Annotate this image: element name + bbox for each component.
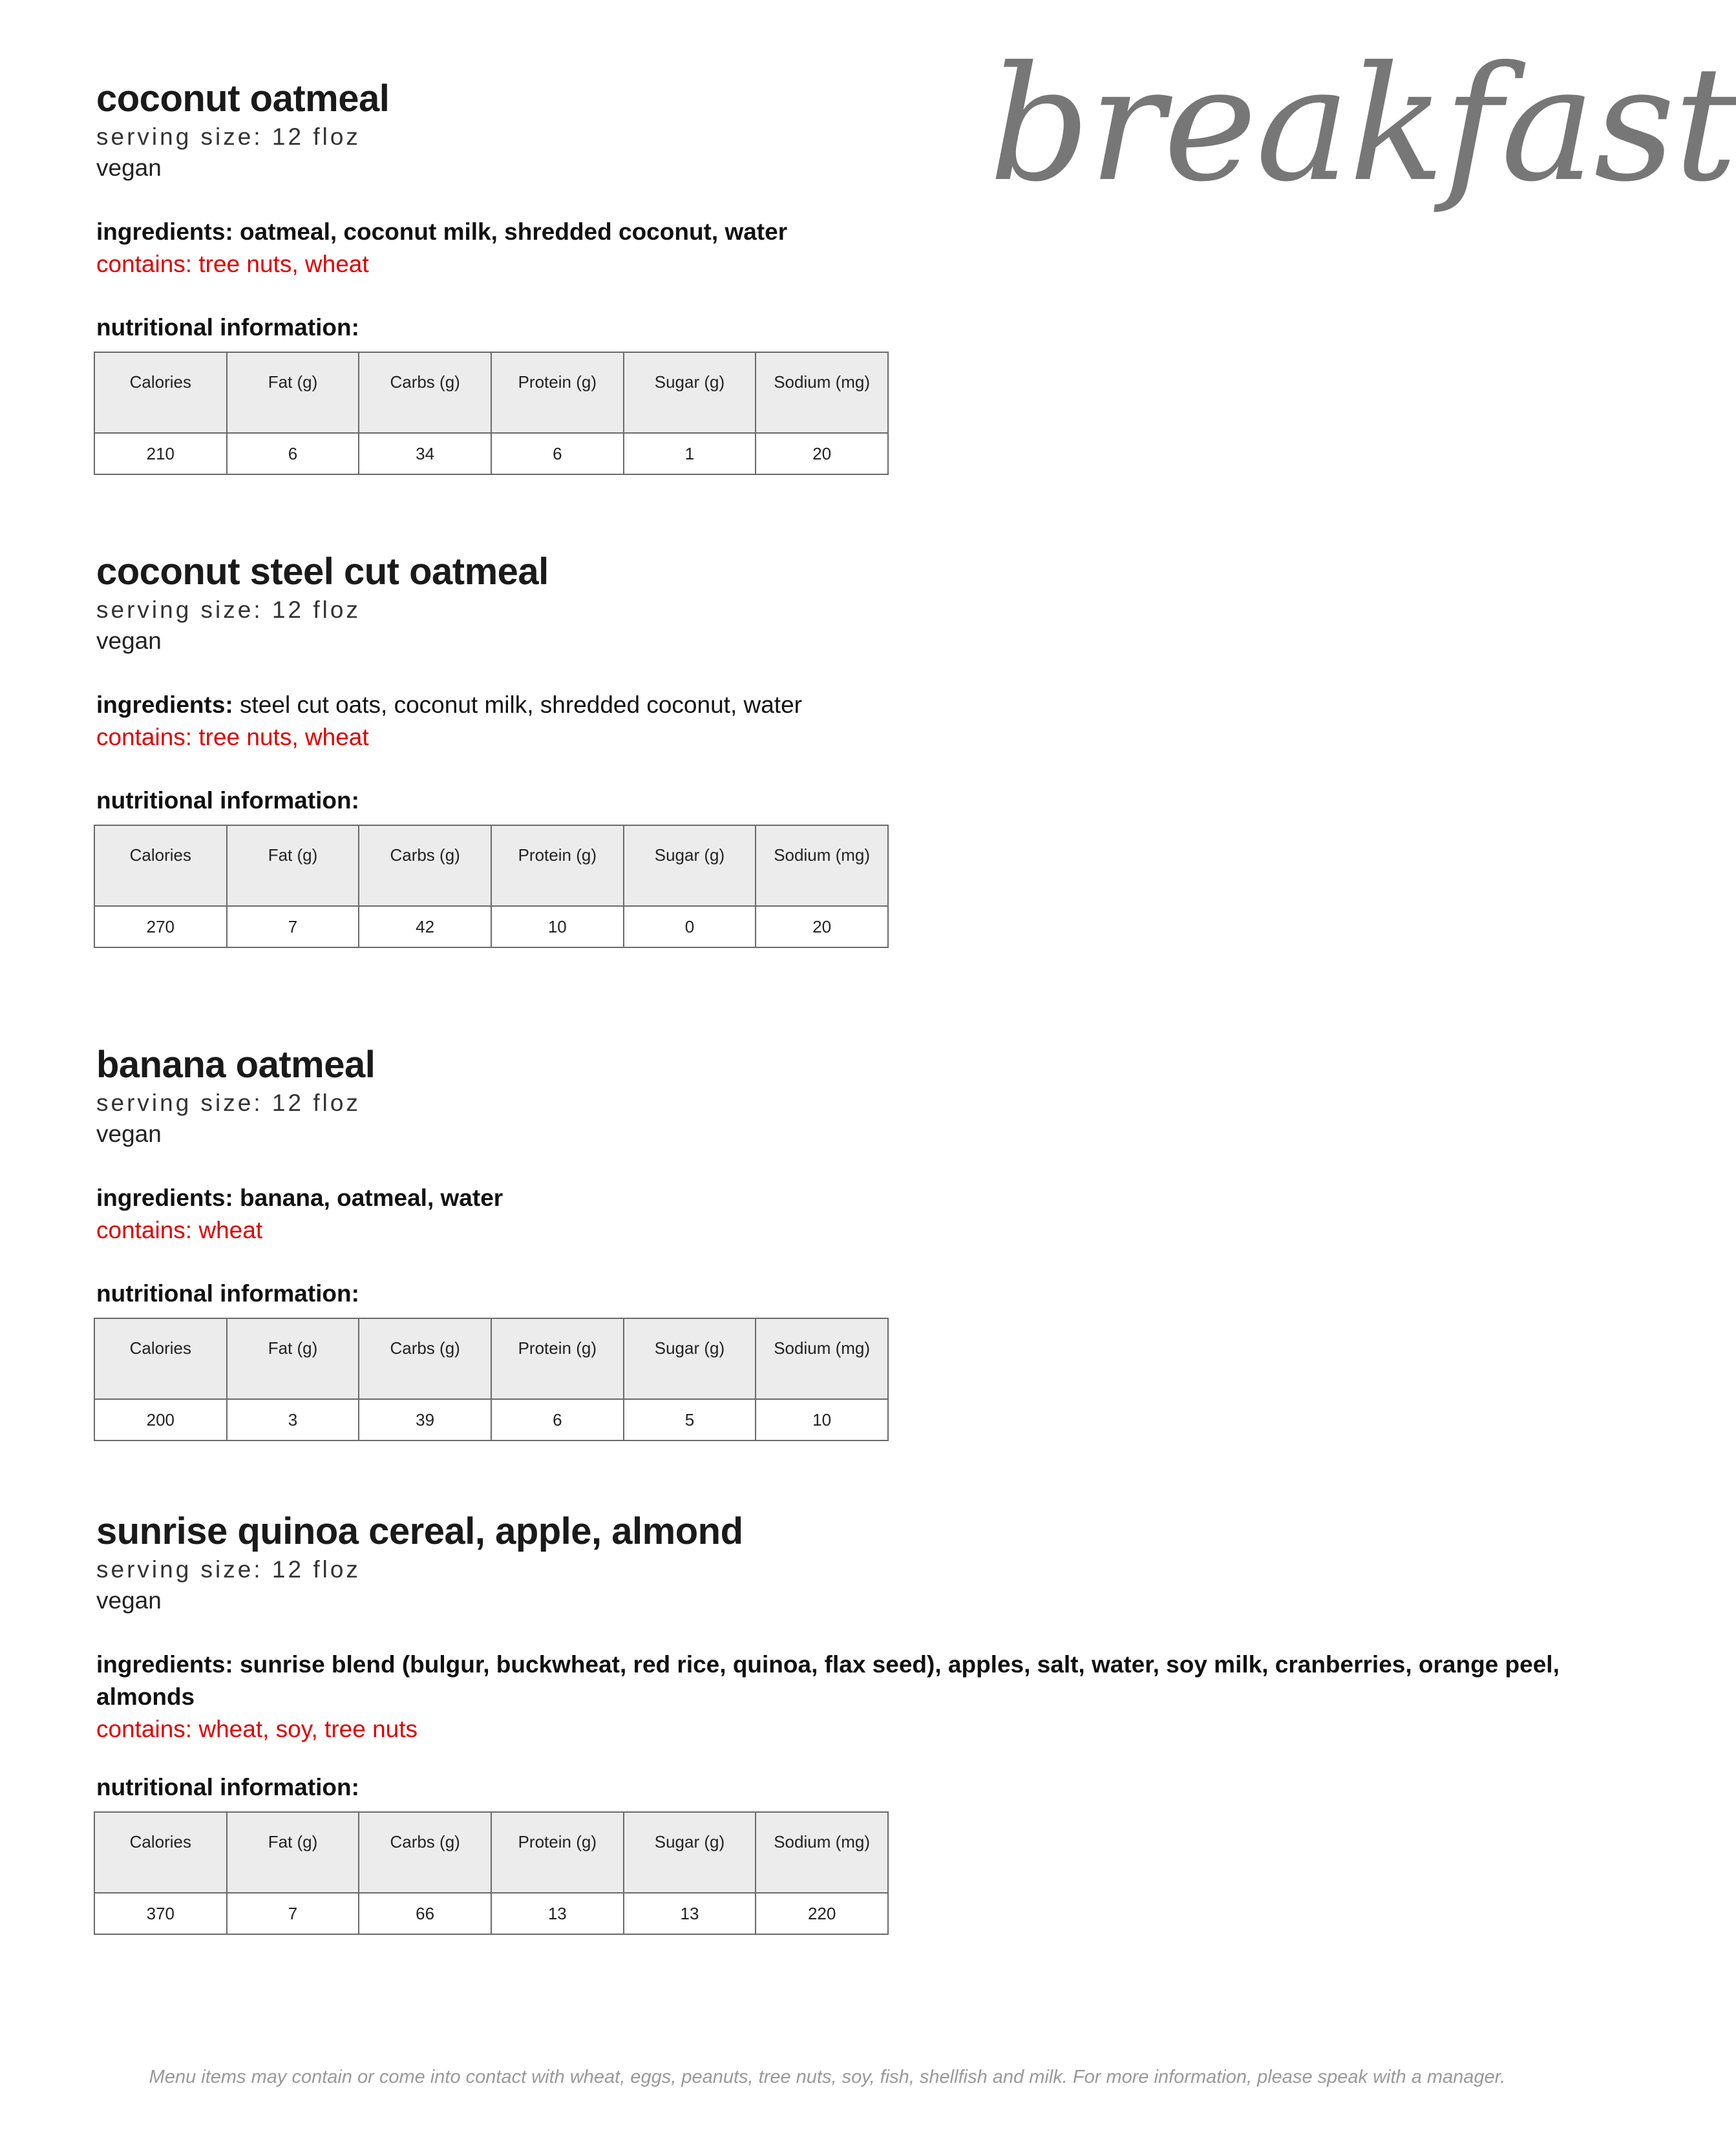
column-header: Fat (g) xyxy=(227,352,359,433)
column-header: Fat (g) xyxy=(227,1318,359,1399)
serving-size: serving size: 12 floz xyxy=(96,1556,361,1583)
nutrition-value: 370 xyxy=(94,1893,227,1934)
ingredients-label: ingredients: xyxy=(96,691,233,718)
nutrition-value: 10 xyxy=(491,906,624,947)
column-header: Calories xyxy=(94,1812,227,1893)
allergen-contains: contains: tree nuts, wheat xyxy=(96,251,369,277)
nutrition-value: 7 xyxy=(227,1893,359,1934)
column-header: Calories xyxy=(94,825,227,906)
nutrition-header-row xyxy=(94,1318,888,1399)
ingredients-label: ingredients: xyxy=(96,218,233,245)
column-header: Protein (g) xyxy=(491,825,624,906)
column-header: Carbs (g) xyxy=(359,352,491,433)
ingredients-label: ingredients: xyxy=(96,1185,233,1211)
diet-label: vegan xyxy=(96,1121,162,1147)
nutrition-value: 42 xyxy=(359,906,491,947)
column-header: Sugar (g) xyxy=(624,825,756,906)
serving-size: serving size: 12 floz xyxy=(96,596,361,623)
nutrition-table xyxy=(94,825,889,948)
column-header: Fat (g) xyxy=(227,1812,359,1893)
nutrition-label: nutritional information: xyxy=(96,1774,359,1800)
nutrition-value: 1 xyxy=(624,433,756,474)
ingredients-text: oatmeal, coconut milk, shredded coconut, water xyxy=(240,218,788,245)
nutrition-table xyxy=(94,352,889,475)
nutrition-value: 39 xyxy=(359,1399,491,1440)
allergen-contains: contains: tree nuts, wheat xyxy=(96,724,369,750)
item-title: sunrise quinoa cereal, apple, almond xyxy=(96,1510,743,1552)
nutrition-value: 200 xyxy=(94,1399,227,1440)
ingredients-text: sunrise blend (bulgur, buckwheat, red rice, quinoa, flax seed), apples, salt, water, soy milk, cranberries, orange peel, almonds xyxy=(96,1651,1560,1710)
column-header: Carbs (g) xyxy=(359,825,491,906)
nutrition-value: 20 xyxy=(756,906,888,947)
nutrition-value: 13 xyxy=(624,1893,756,1934)
menu-item-coconut-oatmeal xyxy=(96,76,1583,475)
column-header: Calories xyxy=(94,1318,227,1399)
nutrition-value-row xyxy=(94,1399,888,1440)
column-header: Sodium (mg) xyxy=(756,352,888,433)
diet-label: vegan xyxy=(96,628,162,654)
item-title: coconut steel cut oatmeal xyxy=(96,551,549,593)
nutrition-value: 6 xyxy=(491,433,624,474)
ingredients xyxy=(96,1649,1583,1713)
column-header: Sugar (g) xyxy=(624,352,756,433)
nutrition-table xyxy=(94,1811,889,1935)
nutrition-label: nutritional information: xyxy=(96,1280,359,1307)
ingredients-label: ingredients: xyxy=(96,1651,233,1678)
column-header: Calories xyxy=(94,352,227,433)
serving-size: serving size: 12 floz xyxy=(96,123,361,150)
page-heading: breakfast xyxy=(989,32,1736,216)
nutrition-value: 220 xyxy=(756,1893,888,1934)
item-title: coconut oatmeal xyxy=(96,78,390,120)
column-header: Sodium (mg) xyxy=(756,1318,888,1399)
column-header: Protein (g) xyxy=(491,1318,624,1399)
nutrition-value: 270 xyxy=(94,906,227,947)
nutrition-value: 6 xyxy=(491,1399,624,1440)
diet-label: vegan xyxy=(96,154,162,181)
item-title: banana oatmeal xyxy=(96,1044,376,1086)
column-header: Fat (g) xyxy=(227,825,359,906)
allergen-contains: contains: wheat xyxy=(96,1217,263,1243)
nutrition-label: nutritional information: xyxy=(96,787,359,814)
nutrition-value: 20 xyxy=(756,433,888,474)
nutrition-value-row xyxy=(94,1893,888,1934)
menu-item-banana-oatmeal xyxy=(96,1042,1583,1441)
menu-item-sunrise-quinoa-cereal xyxy=(96,1509,1583,1935)
nutrition-value: 10 xyxy=(756,1399,888,1440)
nutrition-value: 210 xyxy=(94,433,227,474)
diet-label: vegan xyxy=(96,1587,162,1614)
ingredients-text: steel cut oats, coconut milk, shredded coconut, water xyxy=(240,691,802,718)
nutrition-value-row xyxy=(94,906,888,947)
column-header: Carbs (g) xyxy=(359,1318,491,1399)
nutrition-value: 5 xyxy=(624,1399,756,1440)
column-header: Carbs (g) xyxy=(359,1812,491,1893)
column-header: Protein (g) xyxy=(491,352,624,433)
nutrition-table xyxy=(94,1318,889,1441)
allergen-disclaimer: Menu items may contain or come into contact with wheat, eggs, peanuts, tree nuts, soy, fish, shellfish and milk. For more information, please speak with a manager. xyxy=(149,2067,1506,2087)
column-header: Sodium (mg) xyxy=(756,1812,888,1893)
column-header: Sugar (g) xyxy=(624,1318,756,1399)
nutrition-value-row xyxy=(94,433,888,474)
allergen-contains: contains: wheat, soy, tree nuts xyxy=(96,1716,418,1742)
ingredients xyxy=(96,689,1583,721)
ingredients xyxy=(96,216,1583,248)
nutrition-value: 66 xyxy=(359,1893,491,1934)
column-header: Sodium (mg) xyxy=(756,825,888,906)
nutrition-value: 6 xyxy=(227,433,359,474)
menu-item-coconut-steel-cut-oatmeal xyxy=(96,549,1583,948)
ingredients xyxy=(96,1182,1583,1214)
nutrition-label: nutritional information: xyxy=(96,314,359,341)
nutrition-value: 34 xyxy=(359,433,491,474)
nutrition-header-row xyxy=(94,352,888,433)
column-header: Sugar (g) xyxy=(624,1812,756,1893)
nutrition-value: 7 xyxy=(227,906,359,947)
serving-size: serving size: 12 floz xyxy=(96,1090,361,1116)
ingredients-text: banana, oatmeal, water xyxy=(240,1185,503,1211)
nutrition-header-row xyxy=(94,1812,888,1893)
nutrition-value: 0 xyxy=(624,906,756,947)
column-header: Protein (g) xyxy=(491,1812,624,1893)
nutrition-header-row xyxy=(94,825,888,906)
nutrition-value: 3 xyxy=(227,1399,359,1440)
nutrition-value: 13 xyxy=(491,1893,624,1934)
